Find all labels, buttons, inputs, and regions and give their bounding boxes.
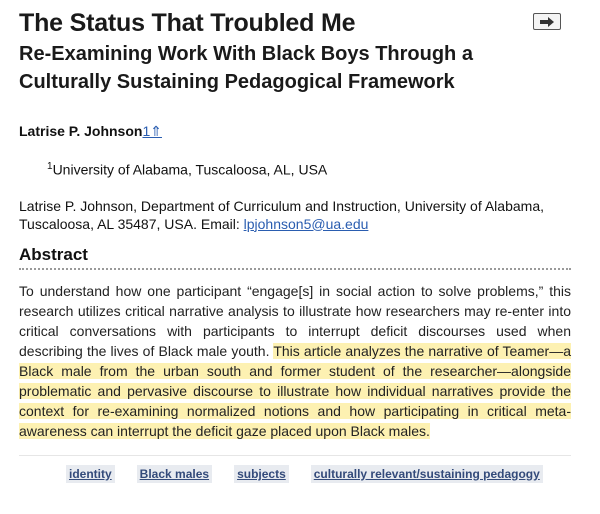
keyword-link[interactable]: identity [66, 465, 115, 483]
abstract-heading: Abstract [19, 244, 571, 270]
keywords-divider [19, 455, 571, 456]
author-line [19, 122, 571, 140]
author-name: Latrise P. Johnson [19, 123, 143, 139]
article-subtitle [19, 40, 571, 96]
affiliation-text: University of Alabama, Tuscaloosa, AL, USA [52, 161, 328, 178]
keyword-link[interactable]: culturally relevant/sustaining pedagogy [311, 465, 543, 483]
abstract-plain-text: To understand how one participant “engage[s] in social action to solve problems,” this research utilizes critical narrative analysis to illustrate how researchers may re-enter into critical conversations with participants to interrupt deficit discourses used when describing the lives of Black male youth. [19, 282, 571, 359]
author-affiliation-link[interactable]: 1⇑ [142, 123, 162, 139]
next-article-button[interactable] [533, 13, 561, 30]
affiliation-number: 1 [47, 161, 53, 172]
keyword-link[interactable]: subjects [234, 465, 289, 483]
article-subtitle-line-1: Re-Examining Work With Black Boys Through a [19, 43, 473, 65]
email-link[interactable]: lpjohnson5@ua.edu [243, 215, 369, 232]
abstract-highlighted-text: This article analyzes the narrative of Teamer—a Black male from the urban south and former student of the researcher—alongside problematic and pervasive discourse to illustrate how individual narratives provide the context for re-examining normalized notions and how participating in critical meta-awareness can interrupt the deficit gaze placed upon Black males. [19, 342, 571, 439]
affiliation [47, 158, 571, 179]
abstract-text [19, 281, 571, 441]
keyword-link[interactable]: Black males [137, 465, 212, 483]
article-title: The Status That Troubled Me [19, 9, 356, 37]
keyword-list [66, 465, 571, 483]
correspondence-text: Latrise P. Johnson, Department of Curriculum and Instruction, University of Alabama, Tuscaloosa, AL 35487, USA. Email: [19, 197, 544, 232]
right-arrow-icon [539, 17, 555, 27]
article-header [19, 8, 571, 483]
article-subtitle-line-2: Culturally Sustaining Pedagogical Framework [19, 71, 455, 93]
correspondence [19, 197, 571, 233]
